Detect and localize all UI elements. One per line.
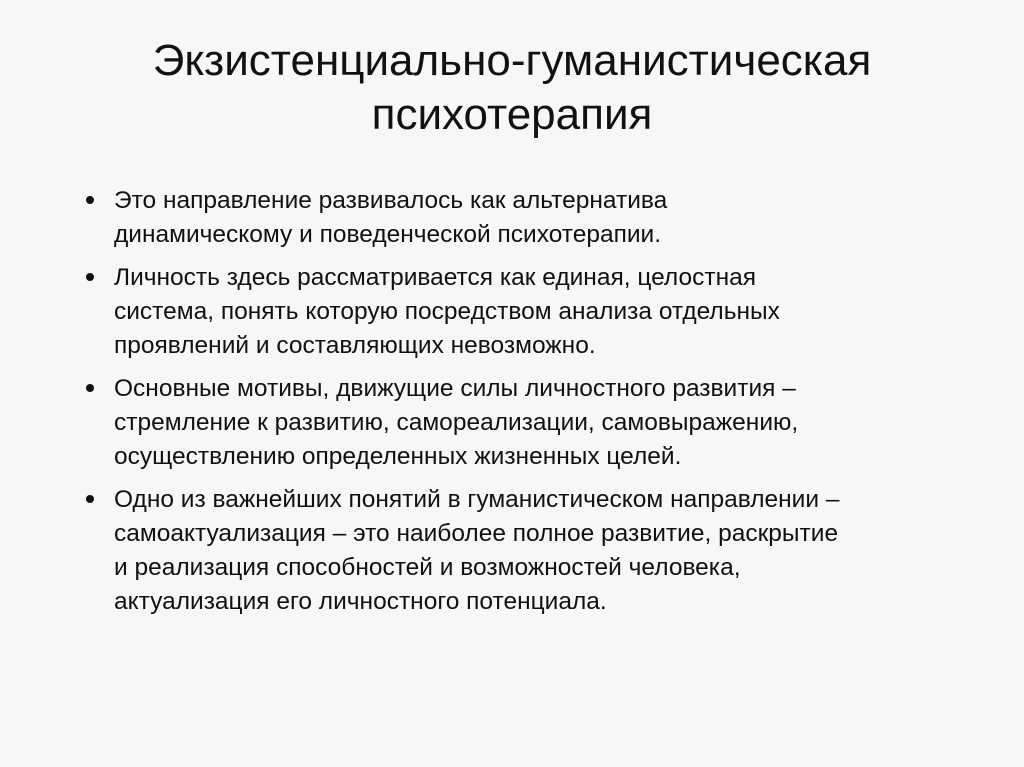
bullet-item <box>80 483 980 619</box>
bullet-dot-icon <box>86 384 94 392</box>
bullet-text-line: самоактуализация – это наиболее полное развитие, раскрытие <box>114 520 839 547</box>
bullet-list <box>80 184 980 628</box>
bullet-text-line: Личность здесь рассматривается как единая, целостная <box>114 264 757 291</box>
bullet-dot-icon <box>86 196 94 204</box>
bullet-text-line: стремление к развитию, самореализации, самовыражению, <box>114 409 799 436</box>
bullet-item <box>80 184 980 252</box>
bullet-text-line: актуализация его личностного потенциала. <box>114 588 607 615</box>
bullet-text-line: Одно из важнейших понятий в гуманистическом направлении – <box>114 486 840 513</box>
bullet-text-line: осуществлению определенных жизненных целей. <box>114 443 682 470</box>
bullet-text-line: динамическому и поведенческой психотерапии. <box>114 221 662 248</box>
bullet-text-line: Это направление развивалось как альтернатива <box>114 187 668 214</box>
bullet-dot-icon <box>86 495 94 503</box>
bullet-text-line: и реализация способностей и возможностей человека, <box>114 554 741 581</box>
bullet-dot-icon <box>86 273 94 281</box>
title-line-1: Экзистенциально-гуманистическая <box>152 36 872 85</box>
bullet-text-line: система, понять которую посредством анализа отдельных <box>114 298 780 325</box>
slide-title <box>40 34 984 142</box>
bullet-item <box>80 261 980 363</box>
title-line-2: психотерапия <box>371 90 653 139</box>
bullet-item <box>80 372 980 474</box>
bullet-text-line: Основные мотивы, движущие силы личностного развития – <box>114 375 796 402</box>
bullet-text-line: проявлений и составляющих невозможно. <box>114 332 596 359</box>
